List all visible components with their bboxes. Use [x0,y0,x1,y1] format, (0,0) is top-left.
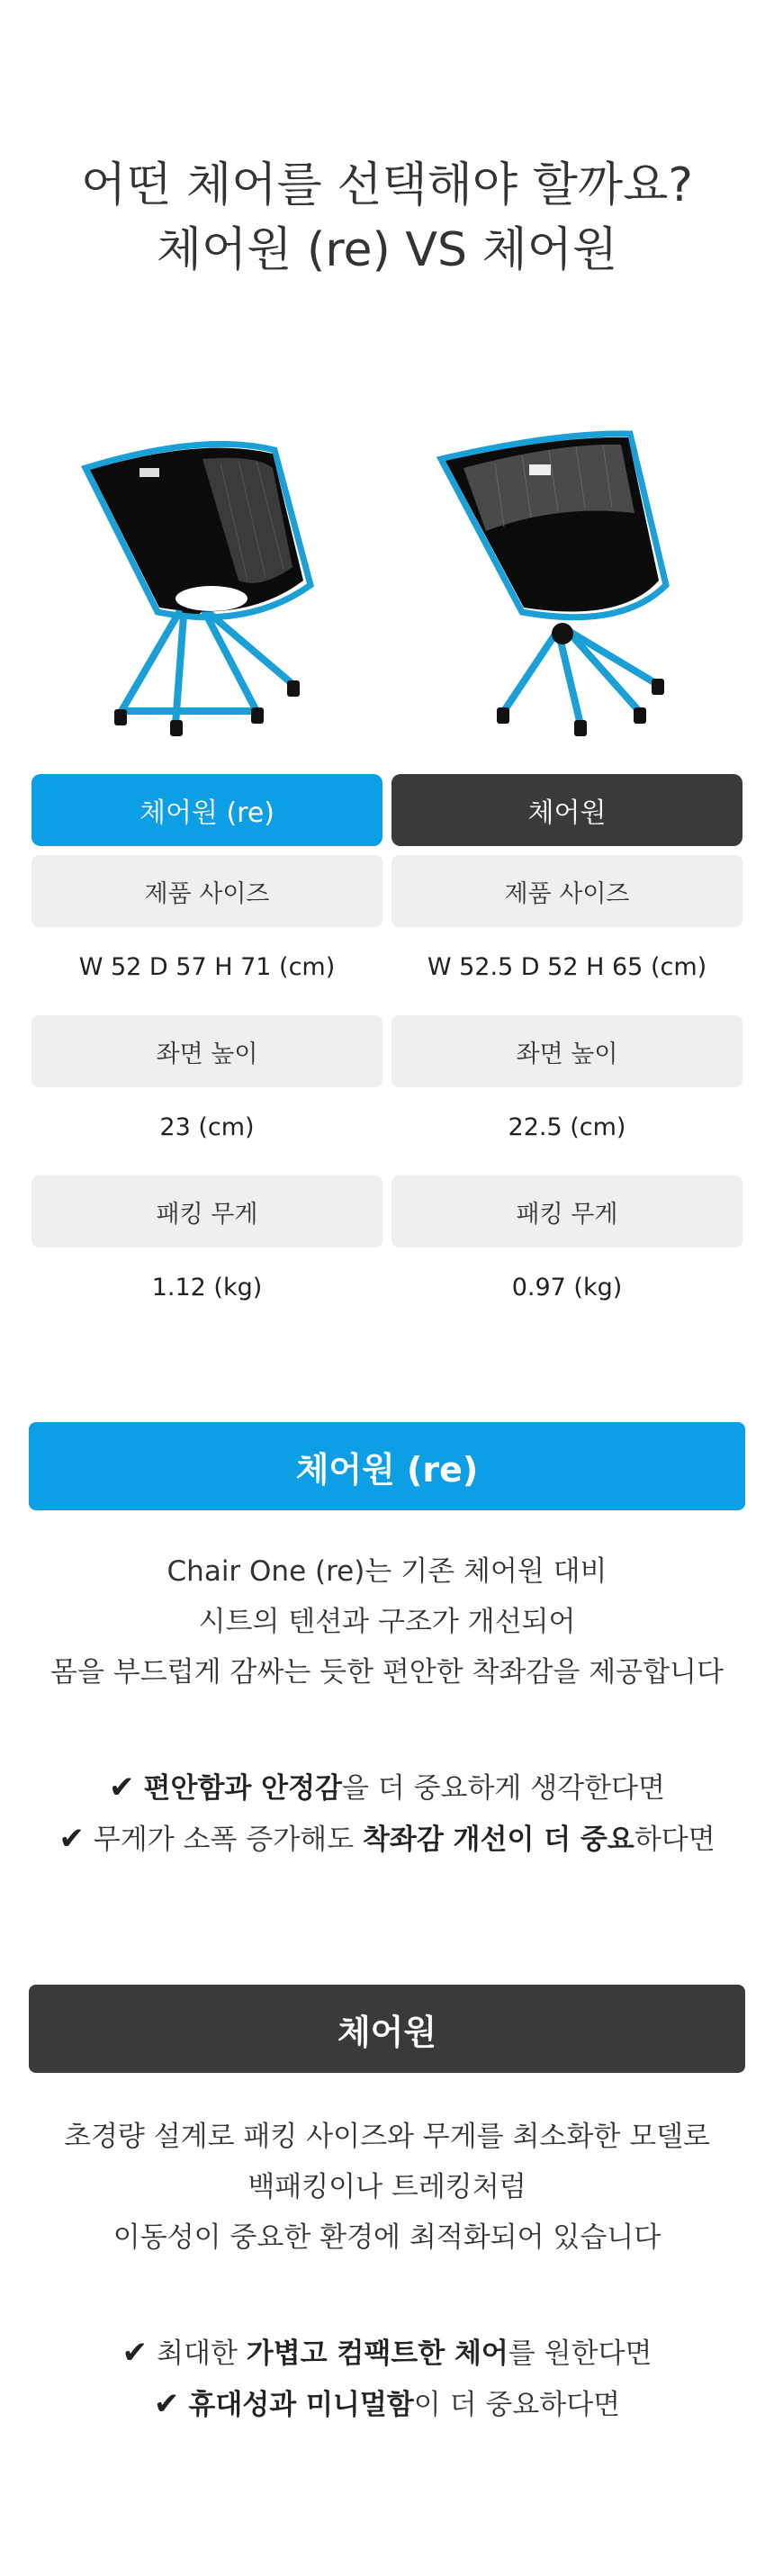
size-label: 제품 사이즈 [32,855,382,927]
recommendation-item [0,1814,774,1865]
description-line: 이동성이 중요한 환경에 최적화되어 있습니다 [112,2221,662,2254]
size-value: W 52 D 57 H 71 (cm) [78,952,336,981]
seat-height-label: 좌면 높이 [392,1015,742,1087]
section-description-re [0,1546,774,1698]
description-line: 초경량 설계로 패킹 사이즈와 무게를 최소화한 모델로 [64,2121,710,2153]
description-line: Chair One (re)는 기존 체어원 대비 [166,1555,608,1588]
description-line: 몸을 부드럽게 감싸는 듯한 편안한 착좌감을 제공합니다 [50,1656,724,1689]
page-title [0,153,774,283]
size-value: W 52.5 D 52 H 65 (cm) [427,952,707,981]
recommendation-highlight: 편안함과 안정감 [143,1772,342,1805]
recommendation-text: 를 원한다면 [508,2337,652,2370]
recommendation-highlight: 휴대성과 미니멀함 [188,2389,414,2421]
recommendation-text: 무게가 소폭 증가해도 [93,1824,363,1856]
chair-one-image [423,414,693,747]
recommendation-text: 하다면 [634,1824,716,1856]
packed-weight-value: 0.97 (kg) [511,1273,623,1302]
recommendation-highlight: 착좌감 개선이 더 중요 [362,1824,634,1856]
recommendation-highlight: 가볍고 컴팩트한 체어 [246,2337,508,2370]
section-banner-re: 체어원 (re) [29,1422,745,1510]
seat-height-value: 22.5 (cm) [508,1112,626,1141]
recommendation-text: 을 더 중요하게 생각한다면 [341,1772,665,1805]
packed-weight-label: 패킹 무게 [392,1175,742,1247]
chair-images [0,414,774,747]
product-header-re: 체어원 (re) [32,774,382,846]
size-label: 제품 사이즈 [392,855,742,927]
packed-weight-label: 패킹 무게 [32,1175,382,1247]
spec-column-one [392,774,742,1327]
description-line: 시트의 텐션과 구조가 개선되어 [198,1606,576,1638]
section-banner-one: 체어원 [29,1985,745,2073]
page-title-line2: 체어원 (re) VS 체어원 [156,223,618,277]
spec-column-re [32,774,382,1327]
product-header-one: 체어원 [392,774,742,846]
seat-height-value: 23 (cm) [159,1112,255,1141]
recommendation-text: 이 더 중요하다면 [413,2389,621,2421]
recommendation-item [0,2328,774,2379]
check-icon: ✔ [109,1770,135,1806]
recommendation-list-one [0,2328,774,2430]
check-icon: ✔ [153,2386,180,2422]
page-title-line1: 어떤 체어를 선택해야 할까요? [81,158,693,212]
recommendation-item [0,1762,774,1814]
recommendation-item [0,2379,774,2430]
packed-weight-value: 1.12 (kg) [151,1273,263,1302]
description-line: 백패킹이나 트레킹처럼 [248,2171,526,2203]
check-icon: ✔ [58,1821,85,1857]
recommendation-list-re [0,1762,774,1865]
recommendation-text: 최대한 [157,2337,247,2370]
chair-re-image [68,414,338,747]
check-icon: ✔ [122,2335,148,2371]
section-description-one [0,2112,774,2263]
seat-height-label: 좌면 높이 [32,1015,382,1087]
